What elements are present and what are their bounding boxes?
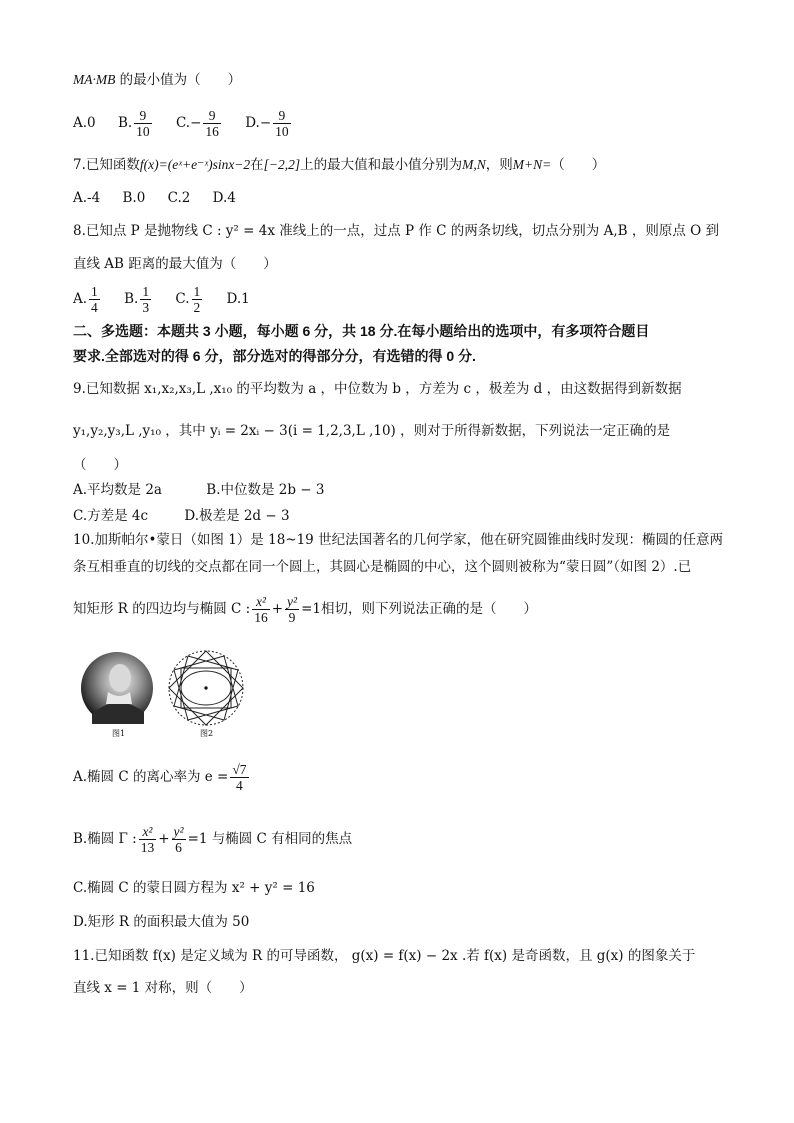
q8-option-d: D.1 [226,291,250,307]
q9-options-row1 [73,480,343,500]
q6-vector-expr: MA·MB [73,72,116,87]
monge-circle-diagram [169,651,243,725]
q9-stem-line2: y₁,y₂,y₃,L ,y₁₀ ，其中 yᵢ = 2xᵢ − 3(i = 1,2,3,L ,10) ，则对于所得新数据，下列说法一定正确的是 [73,423,671,439]
q11-stem-line2: 直线 x = 1 对称，则（ ） [73,980,253,996]
q9-option-b: B.中位数是 2b − 3 [206,482,325,498]
q9-option-a: A.平均数是 2a [73,482,162,498]
q8-option-b: B. $\frac{1}{3}$ [124,284,150,315]
q8-stem-line1: 8.已知点 P 是抛物线 C : y² = 4x 准线上的一点，过点 P 作 C 的两条切线，切点分别为 A,B ，则原点 O 到 [73,223,719,239]
q9-option-d: D.极差是 2d − 3 [184,508,290,524]
ellipse-c-x-term: $\frac{\text{x²}}{16}$ [254,594,268,625]
q6-stem-text: 的最小值为（ ） [119,72,242,88]
q6-option-a: A.0 [73,115,96,131]
q7-options [73,188,254,208]
q10-option-b: B.椭圆 Γ : $\frac{\text{x²}}{13}$ + $\frac{\text{y²}}{6}$ =1 与椭圆 C 有相同的焦点 [73,824,353,855]
q6-option-c: C.− $\frac{9}{16}$ [175,108,219,139]
figure1-caption: 图1 [112,729,126,738]
q9-options-row2 [73,506,308,526]
figure2-caption: 图2 [200,729,214,738]
q8-options [73,284,268,315]
q11-stem-line1: 11.已知函数 f(x) 是定义域为 R 的可导函数， g(x) = f(x) − 2x .若 f(x) 是奇函数，且 g(x) 的图象关于 [73,948,696,964]
q9-stem-line1: 9.已知数据 x₁,x₂,x₃,L ,x₁₀ 的平均数为 a ，中位数为 b ，方差为 c ，极差为 d ，由这数据得到新数据 [73,381,682,397]
q10-stem-line1: 10.加斯帕尔•蒙日（如图 1）是 18~19 世纪法国著名的几何学家，他在研究圆锥曲线时发现：椭圆的任意两 [73,532,724,548]
section2-heading-line1: 二、多选题：本题共 3 小题，每小题 6 分，共 18 分.在每小题给出的选项中，有多项符合题目 [73,323,650,339]
q6-option-b: B. $\frac{9}{10}$ [117,108,150,139]
q10-option-c: C.椭圆 C 的蒙日圆方程为 x² + y² = 16 [73,880,315,896]
q10-stem-line3: 知矩形 R 的四边均与椭圆 C : $\frac{\text{x²}}{16}$ + $\frac{\text{y²}}{9}$ =1相切，则下列说法正确的是（ ） [73,594,537,625]
q6-option-d: D.− $\frac{9}{10}$ [245,108,289,139]
figure-images [78,648,258,738]
q6-options [73,108,311,139]
q10-figures [78,648,258,742]
q10-option-d: D.矩形 R 的面积最大值为 50 [73,914,250,930]
q7-option-c: C.2 [167,190,191,206]
q10-stem-line2: 条互相垂直的切线的交点都在同一个圆上，其圆心是椭圆的中心，这个圆则被称为“蒙日圆”（如图 2）.已 [73,559,692,575]
q9-stem-line3: （ ） [73,457,127,473]
q9-option-c: C.方差是 4c [73,508,149,524]
q7-option-a: A.-4 [73,190,101,206]
q8-option-c: C. $\frac{1}{2}$ [175,284,201,315]
q8-stem-line2: 直线 AB 距离的最大值为（ ） [73,256,277,272]
section2-heading-line2: 要求.全部选对的得 6 分，部分选对的得部分分，有选错的得 0 分. [73,348,476,364]
ellipse-c-y-term: $\frac{\text{y²}}{9}$ [287,594,298,625]
q10-option-a: A.椭圆 C 的离心率为 e = $\frac{√7}{4}$ [73,762,247,793]
q7-function: f(x)=(eˣ+e⁻ˣ)sinx−2 [139,157,251,172]
q7-option-b: B.0 [122,190,146,206]
q7-option-d: D.4 [212,190,236,206]
q7-stem: 7.已知函数f(x)=(eˣ+e⁻ˣ)sinx−2在[−2,2]上的最大值和最小值分别为M,N，则M+N=（ ） [73,157,606,173]
q6-stem [73,70,241,90]
portrait-image [81,652,153,724]
q8-option-a: A. $\frac{1}{4}$ [73,284,98,315]
